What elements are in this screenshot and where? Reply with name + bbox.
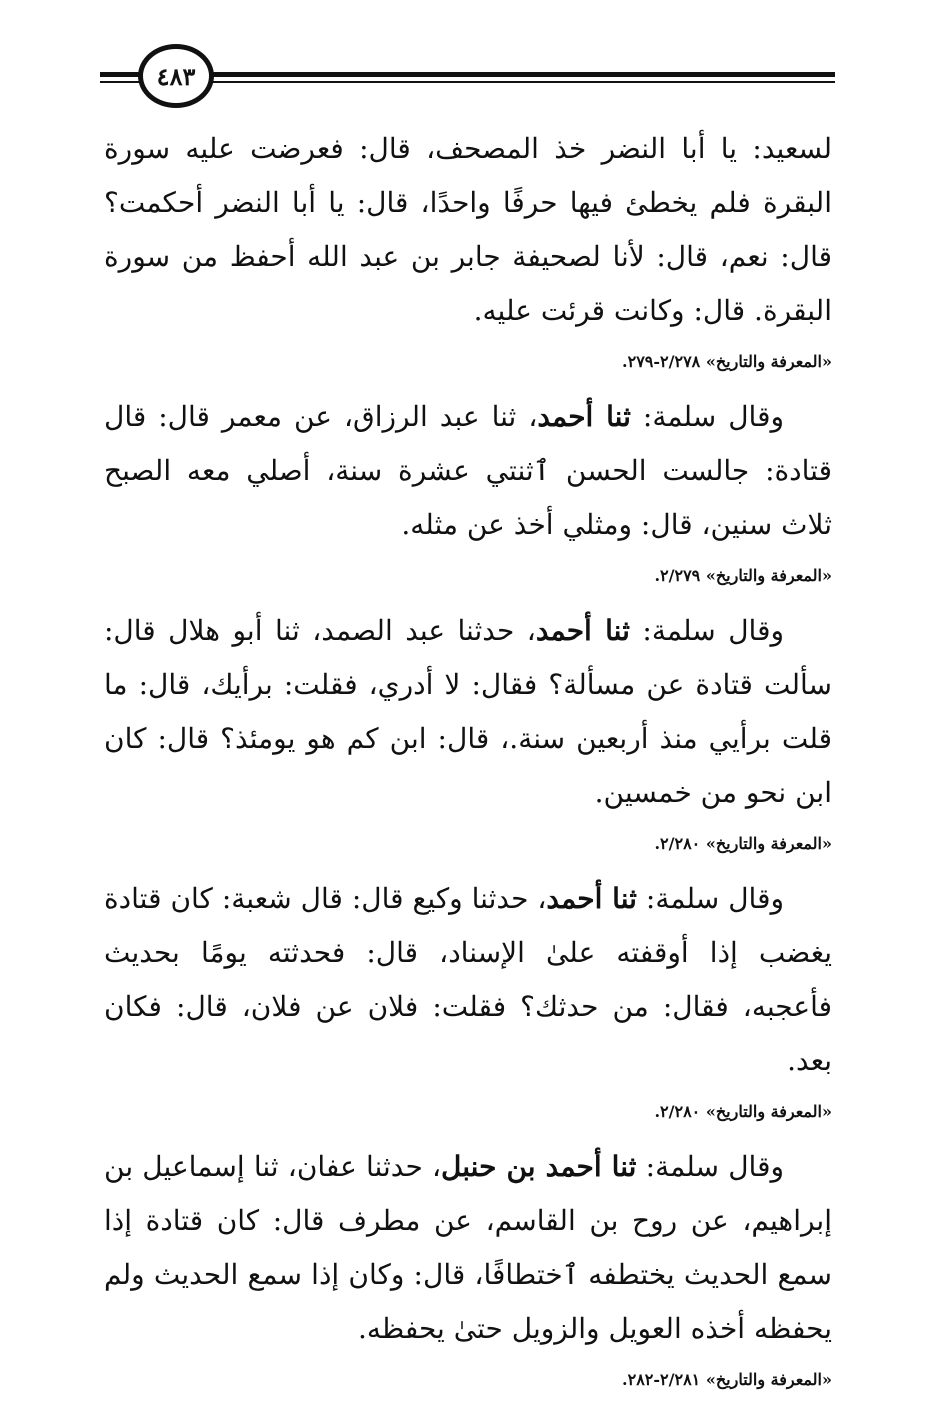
- paragraph-text: ، ثنا عبد الرزاق، عن معمر قال: قال قتادة: جالست الحسن ٱثنتي عشرة سنة، أصلي معه الصبح ثلاث سنين، قال: ومثلي أخذ عن مثله.: [104, 400, 832, 541]
- paragraph-text: ، حدثنا عبد الصمد، ثنا أبو هلال قال: سألت قتادة عن مسألة؟ فقال: لا أدري، فقلت: برأيك، قال: ما قلت برأيي منذ أربعين سنة.، قال: ابن كم هو يومئذ؟ قال: كان ابن نحو من خمسين.: [104, 614, 832, 809]
- citation: «المعرفة والتاريخ» ٢/٢٧٨-٢٧٩.: [622, 352, 832, 371]
- citation: «المعرفة والتاريخ» ٢/٢٧٩.: [654, 566, 832, 585]
- narrator-bold: ثنا أحمد: [546, 882, 637, 915]
- paragraph-lead: وقال سلمة:: [636, 882, 784, 915]
- page-number-badge: [138, 44, 214, 108]
- narrator-bold: ثنا أحمد: [535, 614, 630, 647]
- paragraph: [104, 872, 832, 1088]
- paragraph-text: لسعيد: يا أبا النضر خذ المصحف، قال: فعرضت عليه سورة البقرة فلم يخطئ فيها حرفًا واحدًا، قال: يا أبا النضر أحكمت؟ قال: نعم، قال: لأنا لصحيفة جابر بن عبد الله أحفظ من سورة البقرة. قال: وكانت قرئت عليه.: [104, 132, 832, 327]
- citation: «المعرفة والتاريخ» ٢/٢٨٠.: [654, 834, 832, 853]
- paragraph-lead: وقال سلمة:: [636, 1150, 784, 1183]
- paragraph: [104, 122, 832, 338]
- citation: «المعرفة والتاريخ» ٢/٢٨٠.: [654, 1102, 832, 1121]
- narrator-bold: ثنا أحمد بن حنبل: [441, 1150, 637, 1183]
- page-body: [104, 122, 832, 1408]
- page-number: ٤٨٣: [156, 61, 196, 91]
- citation: «المعرفة والتاريخ» ٢/٢٨١-٢٨٢.: [622, 1370, 832, 1389]
- paragraph: [104, 604, 832, 820]
- paragraph-lead: وقال سلمة:: [630, 400, 784, 433]
- narrator-bold: ثنا أحمد: [537, 400, 631, 433]
- paragraph: [104, 390, 832, 552]
- paragraph-text: ، حدثنا وكيع قال: قال شعبة: كان قتادة يغضب إذا أوقفته علىٰ الإسناد، قال: فحدثته يومًا بحديث فأعجبه، فقال: من حدثك؟ فقلت: فلان عن فلان، قال: فكان بعد.: [104, 882, 832, 1077]
- page-header: [100, 38, 835, 118]
- paragraph-lead: وقال سلمة:: [629, 614, 784, 647]
- paragraph-text: ، حدثنا عفان، ثنا إسماعيل بن إبراهيم، عن روح بن القاسم، عن مطرف قال: كان قتادة إذا سمع الحديث يختطفه ٱختطافًا، قال: وكان إذا سمع الحديث ولم يحفظه أخذه العويل والزويل حتىٰ يحفظه.: [104, 1150, 832, 1345]
- paragraph: [104, 1140, 832, 1356]
